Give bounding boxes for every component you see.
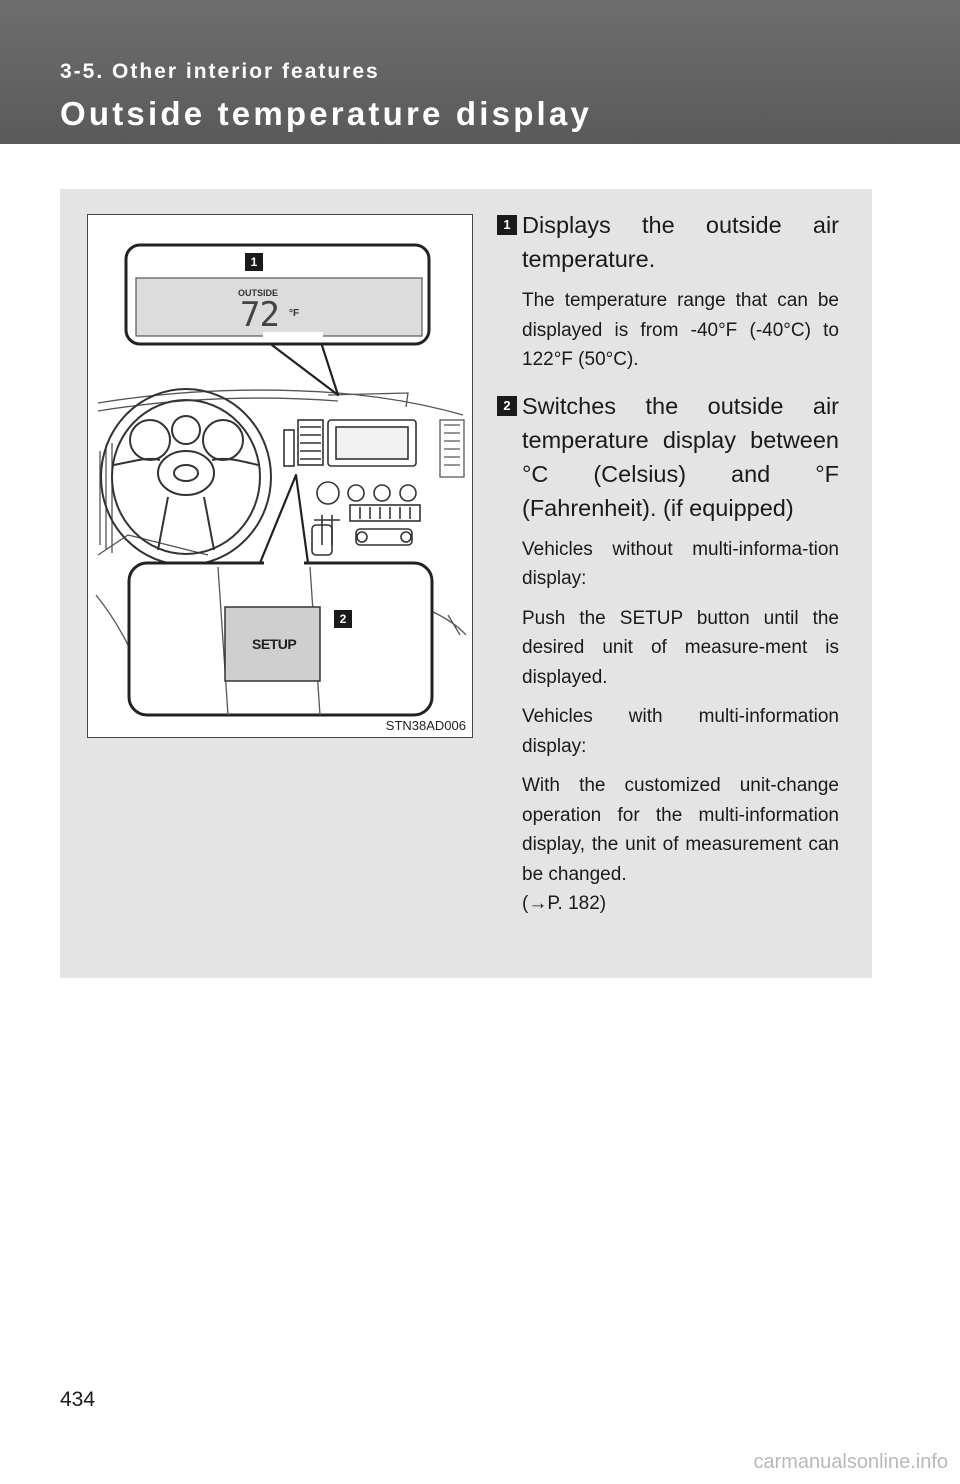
item-number-badge: 1 [497,215,517,235]
page-number: 434 [60,1388,96,1411]
list-item [497,208,839,375]
callout-badge-2: 2 [334,610,352,628]
page-reference[interactable]: (→P. 182) [522,893,607,914]
page-title: Outside temperature display [60,95,593,132]
display-unit-label: °F [289,308,300,319]
item-paragraph: Push the SETUP button until the desired unit of measure-ment is displayed. [522,607,839,688]
description-column [497,208,839,933]
page-header [0,0,960,144]
steering-wheel [101,389,271,565]
display-outside-label: OUTSIDE [238,288,279,298]
item-paragraph: With the customized unit-change operation for the multi-information display, the unit of measurement can be changed. [522,775,839,885]
setup-button-label: SETUP [252,636,297,652]
figure-code: STN38AD006 [385,718,466,733]
callout-badge-1: 1 [245,253,263,271]
dashboard-illustration [87,214,473,738]
item-paragraph: The temperature range that can be displayed is from -40°F (-40°C) to 122°F (50°C). [522,290,839,370]
list-item [497,389,839,919]
dashboard-drawing [88,215,472,737]
item-heading: Displays the outside air temperature. [522,212,839,272]
display-temperature-value: 72 [240,295,279,335]
item-number-badge: 2 [497,396,517,416]
section-label: 3-5. Other interior features [60,60,380,83]
setup-callout [129,475,432,715]
item-paragraph: Vehicles without multi-informa-tion display: [522,538,839,589]
item-paragraph: Vehicles with multi-information display: [522,706,839,757]
watermark: carmanualsonline.info [753,1451,948,1473]
item-heading: Switches the outside air temperature display between °C (Celsius) and °F (Fahrenheit). (if equipped) [522,392,839,521]
